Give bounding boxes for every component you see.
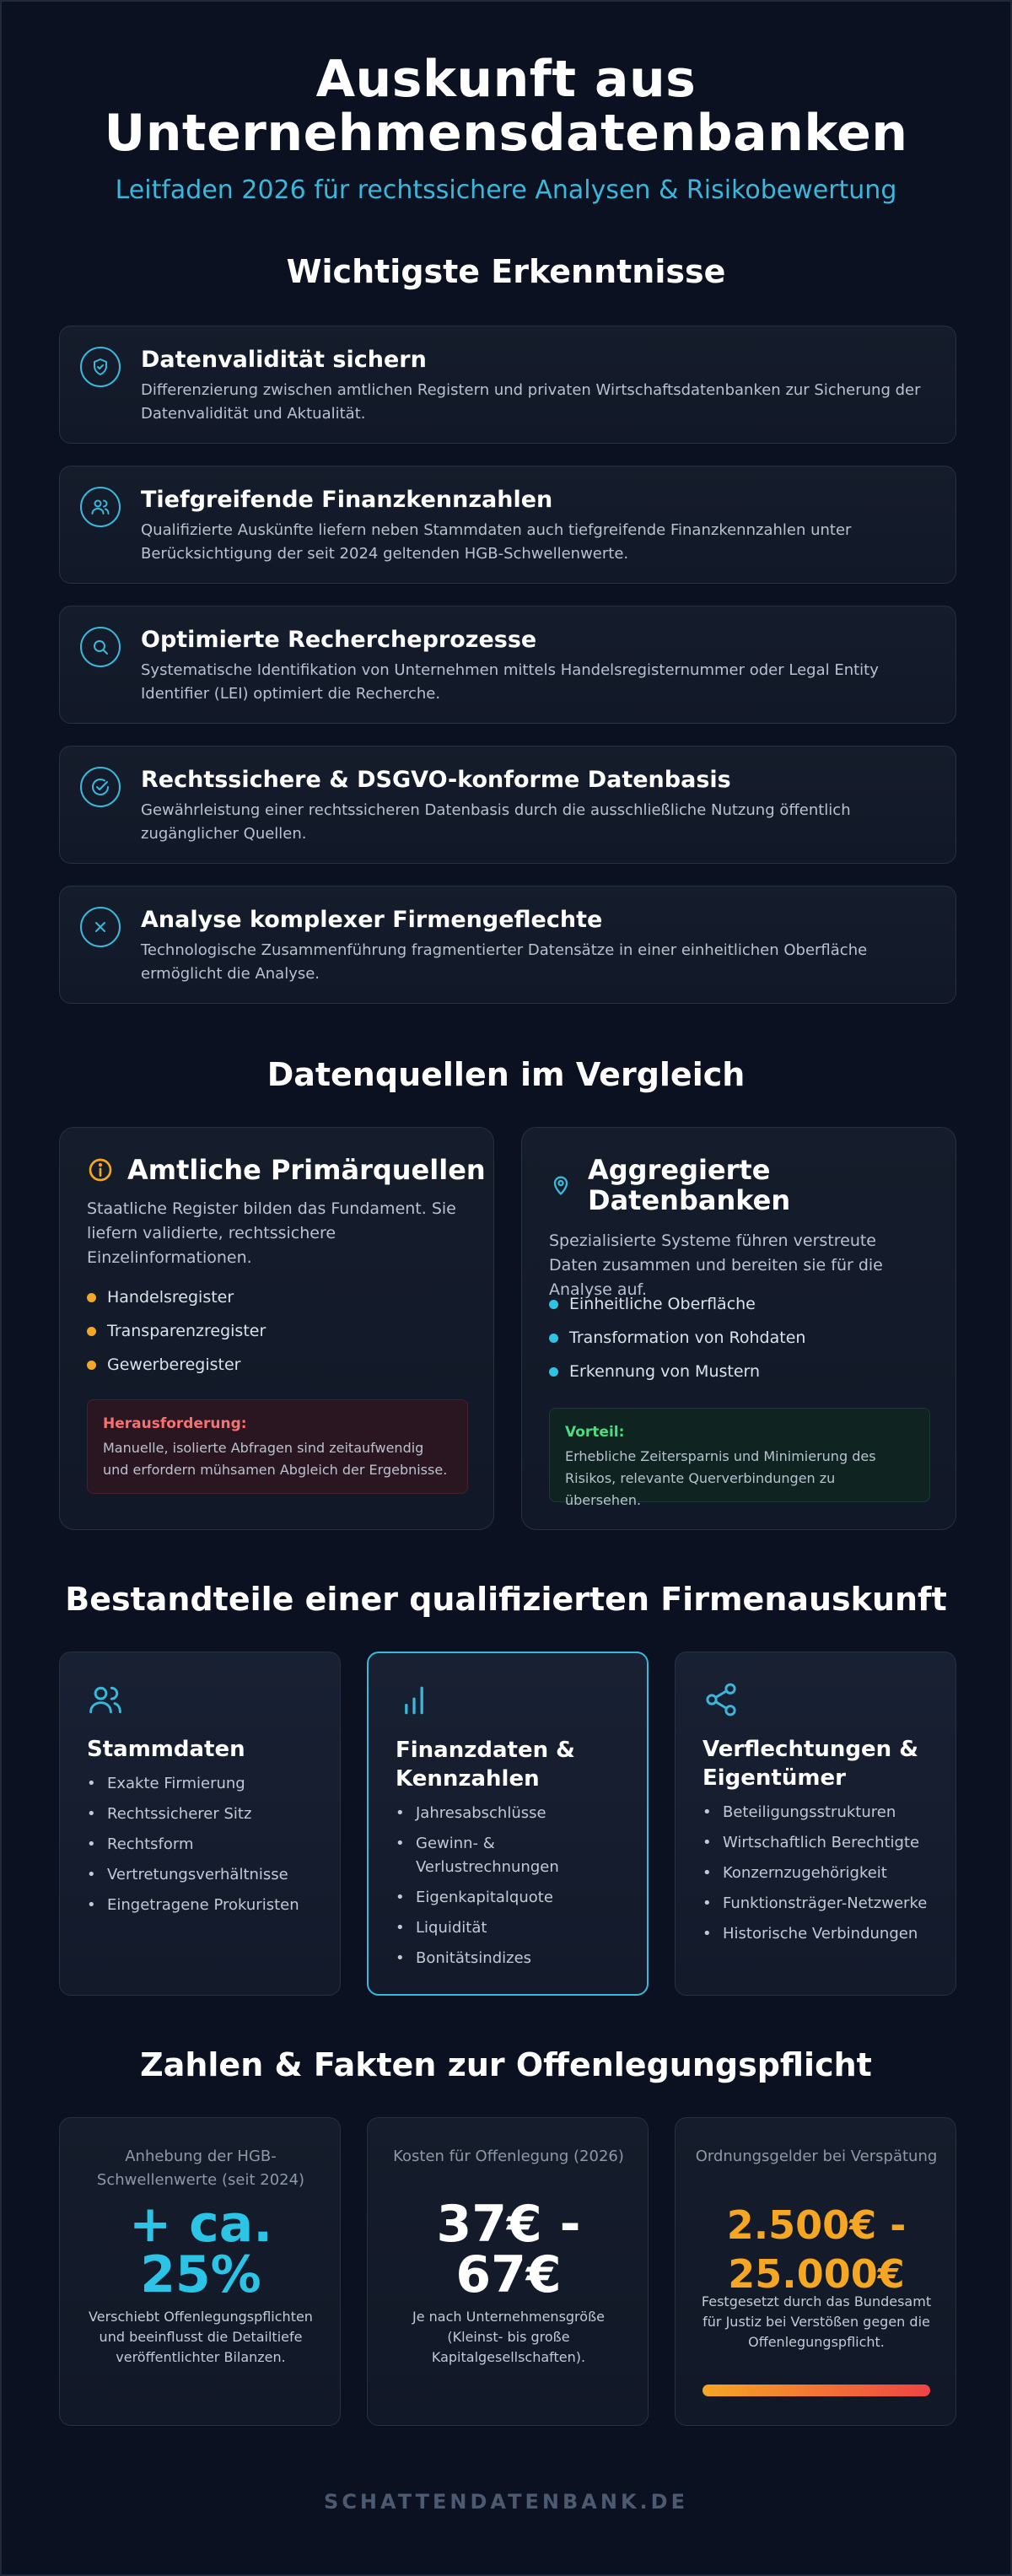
- severity-bar: [702, 2385, 930, 2396]
- official-sources-text: Staatliche Register bilden das Fundament. Sie liefern validierte, rechtssichere Einzelinformationen.: [87, 1199, 456, 1267]
- finding-title: Optimierte Rechercheprozesse: [141, 627, 537, 653]
- bar-chart-icon: [396, 1682, 433, 1722]
- users-icon: [87, 1681, 124, 1722]
- list-item: • Historische Verbindungen: [702, 1922, 947, 1946]
- stat-value-line1: 37€ -: [436, 2195, 581, 2254]
- search-icon: [80, 627, 121, 667]
- page-title-line2: Unternehmensdatenbanken: [104, 104, 908, 163]
- stat-value-line1: 2.500€ -: [726, 2202, 907, 2248]
- finding-card: [59, 466, 956, 584]
- official-sources-card: [59, 1127, 494, 1530]
- list-item-label: Einheitliche Oberfläche: [569, 1295, 756, 1313]
- finding-card: [59, 326, 956, 444]
- list-item-label: Handelsregister: [107, 1288, 234, 1307]
- finding-text: Systematische Identifikation von Unternehmen mittels Handelsregisternummer oder Legal Entity Identifier (LEI) optimiert die Recherche.: [141, 661, 879, 703]
- findings-heading: Wichtigste Erkenntnisse: [286, 253, 726, 290]
- finding-text: Qualifizierte Auskünfte liefern neben Stammdaten auch tiefgreifende Finanzkennzahlen unter Berücksichtigung der seit 2024 geltenden HGB-Schwellenwerte.: [141, 521, 852, 563]
- component-list: [87, 1772, 331, 1924]
- component-title: Stammdaten: [87, 1737, 245, 1762]
- finding-text: Technologische Zusammenführung fragmentierter Datensätze in einer einheitlichen Oberfläche ermöglicht die Analyse.: [141, 941, 868, 983]
- aggregated-databases-text: Spezialisierte Systeme führen verstreute Daten zusammen und bereiten sie für die Analyse auf.: [549, 1231, 883, 1299]
- list-item: [87, 1285, 266, 1318]
- challenge-callout-text: Manuelle, isolierte Abfragen sind zeitaufwendig und erfordern mühsamen Abgleich der Ergebnisse.: [103, 1440, 448, 1478]
- list-item: • Wirtschaftlich Berechtigte: [702, 1831, 947, 1855]
- hero: [2, 52, 1010, 205]
- list-item-label: Transparenzregister: [107, 1322, 266, 1340]
- stat-description: Festgesetzt durch das Bundesamt für Justiz bei Verstößen gegen die Offenlegungspflicht.: [701, 2293, 932, 2350]
- page-title-line1: Auskunft aus: [315, 50, 697, 109]
- finding-card: [59, 886, 956, 1004]
- stat-description: Verschiebt Offenlegungspflichten und beeinflusst die Detailtiefe veröffentlichter Bilanzen.: [89, 2309, 313, 2365]
- challenge-callout-title: Herausforderung:: [103, 1415, 247, 1432]
- list-item-label: Erkennung von Mustern: [569, 1362, 761, 1381]
- component-title: Finanzdaten & Kennzahlen: [396, 1738, 575, 1792]
- aggregated-title-line2: Datenbanken: [588, 1184, 791, 1216]
- component-card-ownership: [675, 1652, 956, 1996]
- stat-value: [684, 2201, 949, 2298]
- sources-heading: Datenquellen im Vergleich: [266, 1056, 746, 1093]
- stat-value-line2: 25%: [140, 2245, 261, 2304]
- stat-label: Kosten für Offenlegung (2026): [393, 2148, 624, 2165]
- stat-value-line2: 25.000€: [728, 2251, 905, 2297]
- list-item: • Bonitätsindizes: [396, 1947, 640, 1970]
- list-item: [549, 1325, 805, 1359]
- component-card-master-data: [59, 1652, 341, 1996]
- stat-value: [376, 2195, 641, 2304]
- finding-title: Tiefgreifende Finanzkennzahlen: [141, 487, 553, 513]
- stat-value-line1: + ca.: [128, 2195, 272, 2254]
- stat-card-costs: [367, 2117, 649, 2426]
- stat-label: Ordnungsgelder bei Verspätung: [695, 2148, 938, 2165]
- list-item: [549, 1359, 805, 1393]
- advantage-callout-text: Erhebliche Zeitersparnis und Minimierung des Risikos, relevante Querverbindungen zu übersehen.: [565, 1448, 876, 1508]
- list-item: • Exakte Firmierung: [87, 1772, 331, 1796]
- finding-card: [59, 606, 956, 724]
- check-circle-icon: [80, 767, 121, 807]
- finding-title: Analyse komplexer Firmengeflechte: [141, 907, 603, 933]
- list-item: • Jahresabschlüsse: [396, 1802, 640, 1825]
- list-item: • Eingetragene Prokuristen: [87, 1894, 331, 1917]
- location-pin-icon: [549, 1173, 573, 1200]
- stat-card-fines: [675, 2117, 956, 2426]
- list-item: • Rechtssicherer Sitz: [87, 1803, 331, 1826]
- component-list: [396, 1802, 640, 1977]
- stat-value-line2: 67€: [455, 2245, 562, 2304]
- stat-description: Je nach Unternehmensgröße (Kleinst- bis große Kapitalgesellschaften).: [412, 2309, 605, 2365]
- list-item: • Beteiligungsstrukturen: [702, 1801, 947, 1824]
- list-item: • Konzernzugehörigkeit: [702, 1862, 947, 1885]
- advantage-callout: [549, 1408, 930, 1508]
- list-item: • Rechtsform: [87, 1833, 331, 1857]
- list-item: • Gewinn- & Verlustrechnungen: [396, 1832, 564, 1879]
- components-heading: Bestandteile einer qualifizierten Firmenauskunft: [65, 1581, 947, 1618]
- shield-check-icon: [80, 347, 121, 387]
- close-icon: [80, 907, 121, 947]
- list-item: [549, 1291, 805, 1325]
- component-list: [702, 1801, 947, 1953]
- component-title: Verflechtungen & Eigentümer: [702, 1737, 918, 1791]
- finding-title: Rechtssichere & DSGVO-konforme Datenbasis: [141, 767, 731, 793]
- aggregated-databases-list: [549, 1291, 805, 1393]
- official-sources-list: [87, 1285, 266, 1386]
- info-icon: [87, 1156, 114, 1187]
- page-title: [2, 50, 1010, 163]
- official-sources-title: Amtliche Primärquellen: [127, 1154, 486, 1186]
- stat-card-thresholds: [59, 2117, 341, 2426]
- list-item-label: Gewerberegister: [107, 1355, 241, 1374]
- finding-card: [59, 746, 956, 864]
- advantage-callout-title: Vorteil:: [565, 1424, 625, 1441]
- finding-text: Differenzierung zwischen amtlichen Registern und privaten Wirtschaftsdatenbanken zur Sicherung der Datenvalidität und Aktualität.: [141, 381, 921, 423]
- list-item: • Liquidität: [396, 1916, 640, 1940]
- page-subtitle: Leitfaden 2026 für rechtssichere Analysen & Risikobewertung: [115, 175, 897, 205]
- list-item: [87, 1352, 266, 1386]
- list-item-label: Transformation von Rohdaten: [569, 1328, 806, 1347]
- aggregated-title-line1: Aggregierte: [588, 1154, 771, 1186]
- finding-text: Gewährleistung einer rechtssicheren Datenbasis durch die ausschließliche Nutzung öffentlich zugänglicher Quellen.: [141, 801, 851, 843]
- aggregated-databases-card: [521, 1127, 956, 1530]
- stats-heading: Zahlen & Fakten zur Offenlegungspflicht: [140, 2046, 872, 2083]
- share-icon: [702, 1681, 740, 1722]
- aggregated-databases-title: [588, 1155, 790, 1215]
- component-card-financials: [367, 1652, 649, 1996]
- challenge-callout: [87, 1399, 468, 1494]
- list-item: • Eigenkapitalquote: [396, 1886, 640, 1910]
- stat-value: [68, 2195, 333, 2304]
- list-item: • Funktionsträger-Netzwerke: [702, 1892, 947, 1916]
- footer-brand: SCHATTENDATENBANK.DE: [324, 2490, 688, 2514]
- users-icon: [80, 487, 121, 527]
- stat-label: Anhebung der HGB-Schwellenwerte (seit 2024): [96, 2148, 305, 2189]
- list-item: • Vertretungsverhältnisse: [87, 1863, 331, 1887]
- finding-title: Datenvalidität sichern: [141, 347, 427, 373]
- list-item: [87, 1318, 266, 1352]
